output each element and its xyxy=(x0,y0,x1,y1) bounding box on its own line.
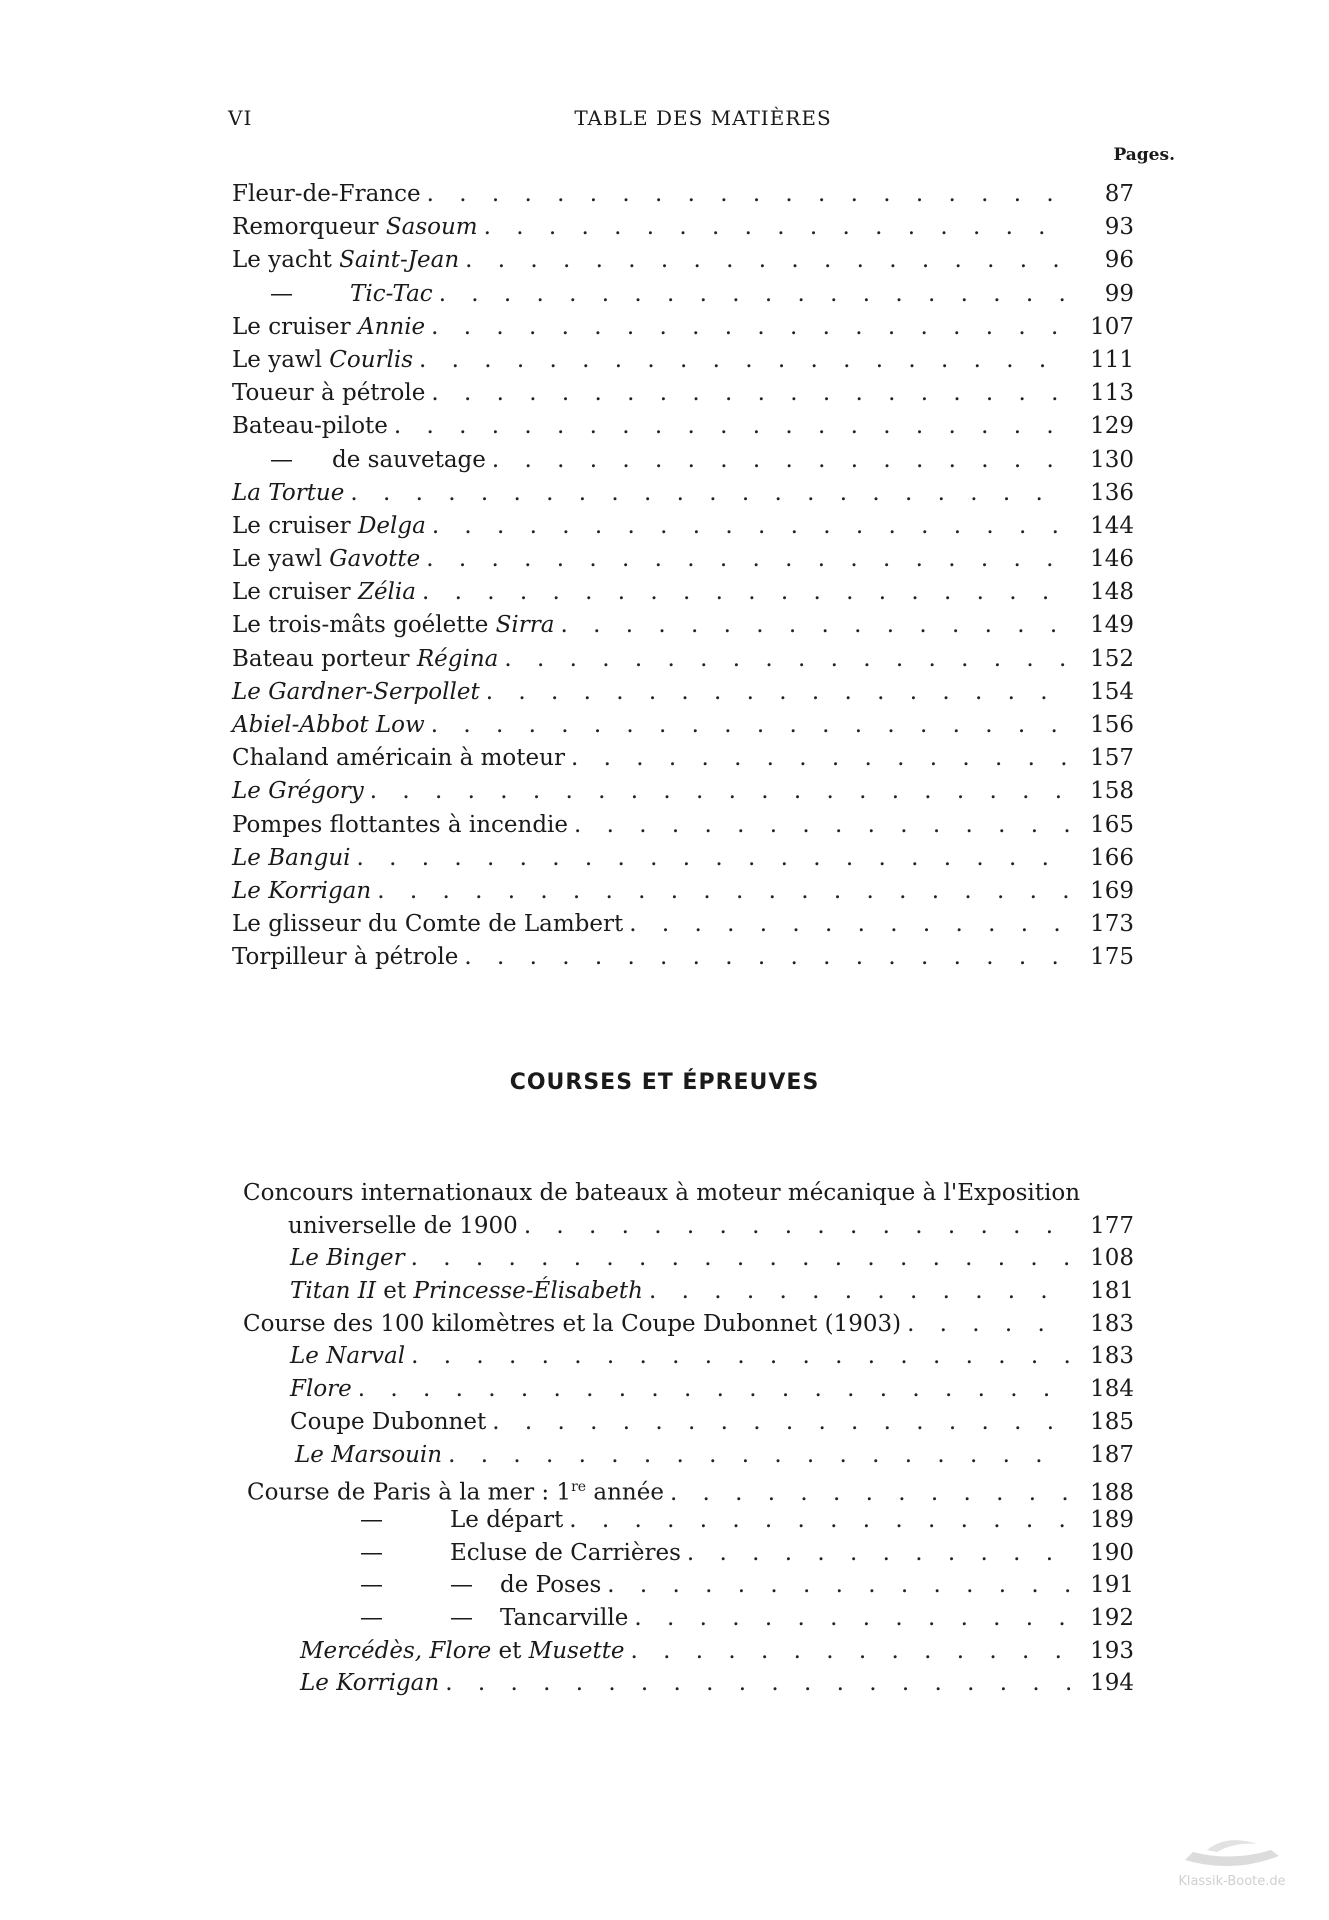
page-number: 183 xyxy=(1090,1343,1134,1370)
page-number: 173 xyxy=(1090,911,1134,938)
dot-leader xyxy=(560,609,1070,642)
toc-entry-label xyxy=(295,1439,442,1472)
dot-leader xyxy=(569,1504,1070,1537)
page-number: 165 xyxy=(1090,811,1134,838)
toc-entry xyxy=(0,410,1329,443)
page-number: 149 xyxy=(1090,612,1134,639)
page-number: 99 xyxy=(1104,280,1134,307)
toc-entry-label xyxy=(270,278,433,311)
entry-title-italic: Courlis xyxy=(329,346,414,373)
entry-title-italic: Le Narval xyxy=(290,1343,406,1370)
toc-entry-label xyxy=(232,842,351,875)
entry-title-italic: La Tortue xyxy=(232,479,345,506)
toc-entry-label xyxy=(232,178,421,211)
page-number: 113 xyxy=(1090,380,1134,407)
toc-entry xyxy=(0,941,1329,974)
dot-leader xyxy=(634,1602,1070,1635)
page-number: 169 xyxy=(1090,877,1134,904)
entry-text: Le trois-mâts goélette xyxy=(232,612,496,639)
toc-entry xyxy=(0,809,1329,842)
toc-entry xyxy=(0,1537,1329,1570)
toc-entry xyxy=(0,1602,1329,1635)
toc-entry-label xyxy=(243,1308,901,1341)
entry-title-italic: Le Korrigan xyxy=(300,1670,440,1697)
page-number: 129 xyxy=(1090,413,1134,440)
entry-text: Ecluse de Carrières xyxy=(450,1539,681,1566)
entry-text: Le yawl xyxy=(232,546,330,573)
entry-title-italic: Tic-Tac xyxy=(350,280,433,307)
entry-text: Course des 100 kilomètres et la Coupe Dubonnet (1903) xyxy=(243,1310,902,1337)
toc-entry xyxy=(0,875,1329,908)
page-number: 194 xyxy=(1090,1670,1134,1697)
toc-entry xyxy=(0,1406,1329,1439)
entry-text: Toueur à pétrole xyxy=(232,380,426,407)
toc-entry-intro xyxy=(0,1177,1329,1210)
toc-entry xyxy=(0,1275,1329,1308)
toc-entry xyxy=(0,244,1329,277)
entry-text: Concours internationaux de bateaux à moteur mécanique à l'Exposition xyxy=(243,1180,1081,1206)
page-number: 108 xyxy=(1090,1245,1134,1272)
toc-entry-label xyxy=(360,1504,563,1537)
entry-text: Le glisseur du Comte de Lambert xyxy=(232,911,624,938)
page-number: 152 xyxy=(1090,645,1134,672)
entry-title-italic: Saint-Jean xyxy=(339,247,460,274)
dot-leader xyxy=(422,576,1070,609)
entry-title-italic: Annie xyxy=(357,313,426,340)
page-number: 154 xyxy=(1090,678,1134,705)
dot-leader xyxy=(431,377,1070,410)
entry-text: de sauvetage xyxy=(332,446,486,473)
toc-entry-label xyxy=(232,809,568,842)
toc-entry-label xyxy=(232,377,425,410)
toc-entry xyxy=(0,1439,1329,1472)
toc-entry-label xyxy=(232,643,498,676)
ordinal-superscript: re xyxy=(571,1479,587,1496)
entry-text: Le cruiser xyxy=(232,512,358,539)
toc-entry xyxy=(0,775,1329,808)
toc-entry-label xyxy=(290,1275,643,1308)
dash-mark: — xyxy=(270,446,293,473)
dot-leader xyxy=(419,344,1070,377)
toc-entry xyxy=(0,377,1329,410)
toc-entry xyxy=(0,1569,1329,1602)
toc-entry-label xyxy=(270,444,486,477)
dot-leader xyxy=(492,444,1070,477)
page-number: 146 xyxy=(1090,546,1134,573)
entry-title-italic: Régina xyxy=(416,645,499,672)
toc-entry xyxy=(0,1471,1329,1504)
entry-title-italic: Zélia xyxy=(357,579,416,606)
toc-entry xyxy=(0,477,1329,510)
entry-title-italic: Le Gardner-Serpollet xyxy=(232,678,480,705)
dot-leader xyxy=(484,211,1070,244)
page-number: 191 xyxy=(1090,1572,1134,1599)
dash-mark: — xyxy=(450,1572,473,1599)
toc-entry-label xyxy=(232,410,388,443)
toc-entry-label xyxy=(232,908,623,941)
page-number: 177 xyxy=(1090,1212,1134,1239)
dot-leader xyxy=(448,1439,1070,1472)
entry-title-italic: Le Binger xyxy=(290,1245,405,1272)
dot-leader xyxy=(377,875,1070,908)
toc-entry-label xyxy=(232,676,480,709)
entry-text: Le départ xyxy=(450,1506,564,1533)
toc-entry-label xyxy=(232,775,364,808)
toc-entry-label xyxy=(232,477,344,510)
page-number: 189 xyxy=(1090,1506,1134,1533)
toc-entry-label xyxy=(232,941,458,974)
toc-entry xyxy=(0,510,1329,543)
dot-leader xyxy=(439,278,1070,311)
toc-entry-label xyxy=(290,1373,352,1406)
toc-entry xyxy=(0,1667,1329,1700)
toc-entry xyxy=(0,1340,1329,1373)
toc-entry xyxy=(0,676,1329,709)
page-number: 96 xyxy=(1104,247,1134,274)
dot-leader xyxy=(358,1373,1070,1406)
page-number: 130 xyxy=(1090,446,1134,473)
toc-entry-label xyxy=(290,1340,405,1373)
toc-list-boats xyxy=(0,178,1329,975)
entry-title-italic: Sasoum xyxy=(385,214,478,241)
watermark-text: Klassik-Boote.de xyxy=(1178,1874,1286,1889)
dot-leader xyxy=(427,178,1070,211)
page-number: 181 xyxy=(1090,1278,1134,1305)
dot-leader xyxy=(574,809,1070,842)
dash-mark: — xyxy=(360,1506,383,1533)
boat-logo-icon xyxy=(1177,1830,1287,1874)
entry-title-italic: Sirra xyxy=(495,612,555,639)
toc-entry-label xyxy=(232,742,565,775)
toc-entry-label xyxy=(360,1602,628,1635)
entry-title-italic: Delga xyxy=(357,512,426,539)
entry-title-italic: Le Marsouin xyxy=(295,1441,443,1468)
page-number: 158 xyxy=(1090,778,1134,805)
toc-entry-label xyxy=(232,576,416,609)
page-number: 193 xyxy=(1090,1637,1134,1664)
page-number: 93 xyxy=(1104,214,1134,241)
dot-leader xyxy=(504,643,1070,676)
entry-text: Course de Paris à la mer : 1 xyxy=(247,1479,572,1506)
toc-entry-label xyxy=(232,609,554,642)
toc-entry-label xyxy=(300,1667,439,1700)
dot-leader xyxy=(465,244,1070,277)
toc-list-races xyxy=(0,1177,1329,1700)
page-number: 157 xyxy=(1090,745,1134,772)
entry-text: universelle de 1900 xyxy=(288,1212,518,1239)
toc-entry xyxy=(0,908,1329,941)
toc-entry-label xyxy=(232,244,459,277)
entry-text: Remorqueur xyxy=(232,214,386,241)
page-number: 107 xyxy=(1090,313,1134,340)
entry-text: Fleur-de-France xyxy=(232,181,421,207)
page-number: 184 xyxy=(1090,1376,1134,1403)
entry-text: Le cruiser xyxy=(232,579,358,606)
entry-title-italic: Le Grégory xyxy=(232,778,364,805)
page-number: 183 xyxy=(1090,1310,1134,1337)
page-number: 185 xyxy=(1090,1408,1134,1435)
dot-leader xyxy=(357,842,1070,875)
entry-text: et xyxy=(491,1637,529,1664)
toc-entry xyxy=(0,344,1329,377)
toc-entry xyxy=(0,211,1329,244)
toc-entry xyxy=(0,543,1329,576)
section-title: COURSES ET ÉPREUVES xyxy=(509,1070,820,1095)
dot-leader xyxy=(411,1242,1070,1275)
dot-leader xyxy=(411,1340,1070,1373)
dot-leader xyxy=(607,1569,1070,1602)
entry-title-italic: Princesse-Élisabeth xyxy=(413,1278,643,1305)
toc-entry xyxy=(0,1504,1329,1537)
toc-entry xyxy=(0,576,1329,609)
toc-entry xyxy=(0,742,1329,775)
page-number: 190 xyxy=(1090,1539,1134,1566)
entry-title-italic: Le Bangui xyxy=(232,844,351,871)
entry-text: et xyxy=(375,1278,414,1305)
entry-text: Chaland américain à moteur xyxy=(232,745,565,772)
page-number: 187 xyxy=(1090,1441,1134,1468)
toc-entry-label xyxy=(232,311,425,344)
dot-leader xyxy=(464,941,1070,974)
toc-entry-label xyxy=(288,1210,518,1243)
toc-entry-label xyxy=(300,1635,625,1668)
toc-entry xyxy=(0,444,1329,477)
toc-entry-label xyxy=(360,1569,601,1602)
toc-entry xyxy=(0,1635,1329,1668)
entry-text: Le yawl xyxy=(232,346,330,373)
dash-mark: — xyxy=(360,1539,383,1566)
dot-leader xyxy=(571,742,1070,775)
page-number: 166 xyxy=(1090,844,1134,871)
toc-entry xyxy=(0,643,1329,676)
entry-text: année xyxy=(586,1479,664,1506)
dot-leader xyxy=(394,410,1070,443)
toc-entry-label xyxy=(290,1406,486,1439)
dash-mark: — xyxy=(360,1572,383,1599)
entry-title-italic: Le Korrigan xyxy=(232,877,372,904)
toc-entry xyxy=(0,1308,1329,1341)
page-number: 111 xyxy=(1090,346,1134,373)
toc-entry xyxy=(0,1373,1329,1406)
toc-entry xyxy=(0,311,1329,344)
entry-title-italic: Titan II xyxy=(290,1278,376,1305)
page-number: 144 xyxy=(1090,512,1134,539)
entry-text: Torpilleur à pétrole xyxy=(232,944,459,971)
dot-leader xyxy=(431,311,1070,344)
toc-entry xyxy=(0,709,1329,742)
dot-leader xyxy=(631,1635,1070,1668)
toc-entry xyxy=(0,178,1329,211)
entry-text: Le yacht xyxy=(232,247,340,274)
page-number: 156 xyxy=(1090,712,1134,738)
entry-text: de Poses xyxy=(500,1572,602,1599)
toc-entry xyxy=(0,842,1329,875)
toc-entry-label xyxy=(290,1242,405,1275)
watermark xyxy=(1157,1830,1307,1900)
entry-text: Bateau porteur xyxy=(232,645,417,672)
page-number: 136 xyxy=(1090,479,1134,506)
toc-entry-label xyxy=(232,875,371,908)
dash-mark: — xyxy=(270,280,293,307)
entry-text: Bateau-pilote xyxy=(232,413,388,440)
dash-mark: — xyxy=(450,1604,473,1631)
dot-leader xyxy=(907,1308,1070,1341)
toc-entry-label xyxy=(232,211,478,244)
dot-leader xyxy=(629,908,1070,941)
page-folio: VI xyxy=(228,106,253,130)
toc-entry xyxy=(0,278,1329,311)
running-header xyxy=(228,106,1178,136)
entry-text: Coupe Dubonnet xyxy=(290,1408,487,1435)
dot-leader xyxy=(426,543,1070,576)
entry-title-italic: Mercédès, Flore xyxy=(300,1637,492,1664)
dot-leader xyxy=(370,775,1070,808)
toc-entry xyxy=(0,609,1329,642)
toc-entry-label xyxy=(360,1537,681,1570)
entry-text: Pompes flottantes à incendie xyxy=(232,811,569,838)
entry-title-italic: Gavotte xyxy=(329,546,421,573)
page-number: 188 xyxy=(1090,1479,1134,1506)
entry-title-italic: Musette xyxy=(528,1637,625,1664)
entry-text: Tancarville xyxy=(500,1604,629,1631)
dot-leader xyxy=(687,1537,1070,1570)
toc-entry-label xyxy=(232,344,413,377)
entry-text: Le cruiser xyxy=(232,313,358,340)
dot-leader xyxy=(432,510,1070,543)
dot-leader xyxy=(649,1275,1070,1308)
toc-entry-label xyxy=(232,543,420,576)
pages-column-label: Pages. xyxy=(1113,145,1175,165)
page-number: 192 xyxy=(1090,1604,1134,1631)
dot-leader xyxy=(492,1406,1070,1439)
entry-title-italic: Flore xyxy=(290,1376,352,1403)
page-title: TABLE DES MATIÈRES xyxy=(574,106,832,130)
toc-entry-label xyxy=(232,709,425,742)
dash-mark: — xyxy=(360,1604,383,1631)
page-number: 87 xyxy=(1104,181,1134,207)
dot-leader xyxy=(431,709,1070,742)
dot-leader xyxy=(445,1667,1070,1700)
page-number: 148 xyxy=(1090,579,1134,606)
entry-title-italic: Abiel-Abbot Low xyxy=(232,712,425,738)
dot-leader xyxy=(486,676,1070,709)
toc-entry-label xyxy=(232,510,426,543)
toc-entry xyxy=(0,1242,1329,1275)
dot-leader xyxy=(350,477,1070,510)
dot-leader xyxy=(524,1210,1070,1243)
toc-entry xyxy=(0,1210,1329,1243)
page-number: 175 xyxy=(1090,944,1134,971)
